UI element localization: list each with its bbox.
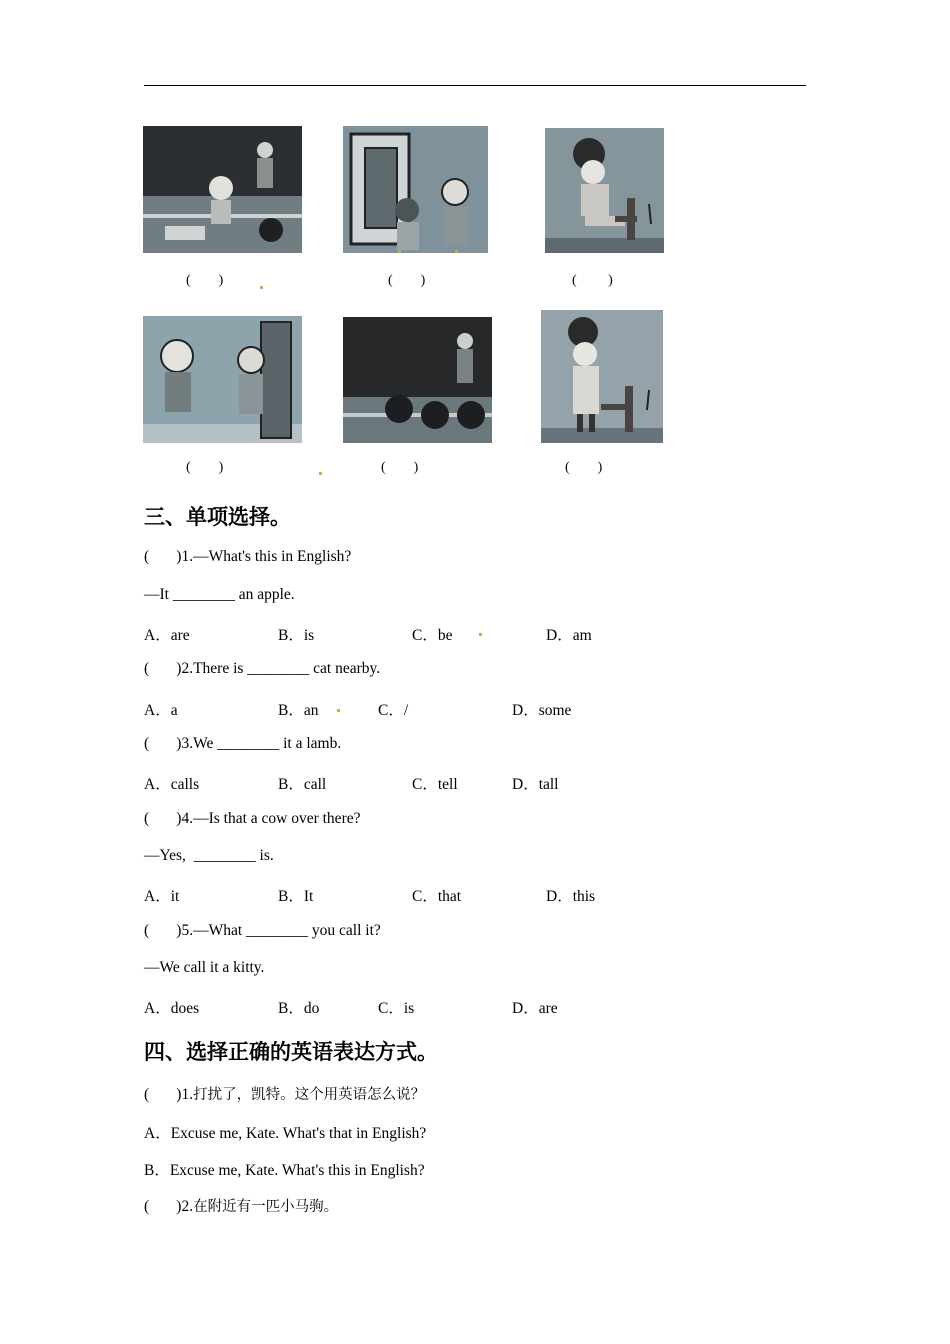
s4-q2-prefix: ( )2. <box>144 1198 194 1215</box>
q1-reply: —It ________ an apple. <box>144 586 295 603</box>
q5-option-d[interactable]: D．are <box>512 1000 558 1017</box>
q4-option-a[interactable]: A．it <box>144 888 180 905</box>
q5-stem: ( )5.—What ________ you call it? <box>144 922 381 939</box>
q1-option-b[interactable]: B．is <box>278 627 315 644</box>
picture-3 <box>545 128 664 253</box>
q2-option-a[interactable]: A．a <box>144 702 178 719</box>
s4-q1-option-b[interactable]: B．Excuse me, Kate. What's this in English? <box>144 1162 425 1179</box>
q3-option-c[interactable]: C．tell <box>412 776 458 793</box>
picture-1-answer-blank[interactable]: ( ) <box>186 273 224 288</box>
picture-4-answer-blank[interactable]: ( ) <box>186 460 224 475</box>
section-3-heading: 三、单项选择。 <box>144 505 291 529</box>
q5-option-a[interactable]: A．does <box>144 1000 200 1017</box>
q3-option-a[interactable]: A．calls <box>144 776 200 793</box>
q4-reply: —Yes, ________ is. <box>144 847 274 864</box>
q2-stem: ( )2.There is ________ cat nearby. <box>144 660 381 677</box>
scan-artifact-dot <box>260 286 263 289</box>
picture-1 <box>143 126 302 253</box>
q2-option-c[interactable]: C．/ <box>378 702 409 719</box>
q4-stem: ( )4.—Is that a cow over there? <box>144 810 361 827</box>
scan-artifact-dot <box>337 709 340 712</box>
picture-2-answer-blank[interactable]: ( ) <box>388 273 426 288</box>
q4-option-b[interactable]: B．It <box>278 888 314 905</box>
picture-6-answer-blank[interactable]: ( ) <box>565 460 603 475</box>
q4-option-c[interactable]: C．that <box>412 888 462 905</box>
q1-option-a[interactable]: A．are <box>144 627 190 644</box>
s4-q1-stem <box>144 1083 425 1104</box>
section-4-heading: 四、选择正确的英语表达方式。 <box>144 1040 438 1064</box>
q5-option-b[interactable]: B．do <box>278 1000 320 1017</box>
s4-q2-text: 在附近有一匹小马驹。 <box>193 1199 339 1215</box>
q3-stem: ( )3.We ________ it a lamb. <box>144 735 342 752</box>
s4-q1-text: 打扰了，凯特。这个用英语怎么说？ <box>193 1087 426 1103</box>
header-rule <box>144 85 806 86</box>
q1-option-c[interactable]: C．be <box>412 627 453 644</box>
q3-option-d[interactable]: D．tall <box>512 776 559 793</box>
q1-stem: ( )1.—What's this in English? <box>144 548 352 565</box>
s4-q2-stem <box>144 1195 338 1216</box>
picture-3-answer-blank[interactable]: ( ) <box>572 273 613 288</box>
scan-artifact-dot <box>398 250 401 253</box>
q1-option-d[interactable]: D．am <box>546 627 592 644</box>
picture-4 <box>143 316 302 443</box>
scan-artifact-dot <box>455 250 458 253</box>
picture-5 <box>343 317 492 443</box>
picture-2 <box>343 126 488 253</box>
scan-artifact-dot <box>479 633 482 636</box>
scan-artifact-dot <box>319 472 322 475</box>
picture-6 <box>541 310 663 443</box>
q4-option-d[interactable]: D．this <box>546 888 596 905</box>
s4-q1-prefix: ( )1. <box>144 1086 194 1103</box>
q3-option-b[interactable]: B．call <box>278 776 327 793</box>
picture-5-answer-blank[interactable]: ( ) <box>381 460 419 475</box>
s4-q1-option-a[interactable]: A．Excuse me, Kate. What's that in English? <box>144 1125 427 1142</box>
q2-option-b[interactable]: B．an <box>278 702 319 719</box>
q5-reply: —We call it a kitty. <box>144 959 265 976</box>
q5-option-c[interactable]: C．is <box>378 1000 415 1017</box>
q2-option-d[interactable]: D．some <box>512 702 572 719</box>
